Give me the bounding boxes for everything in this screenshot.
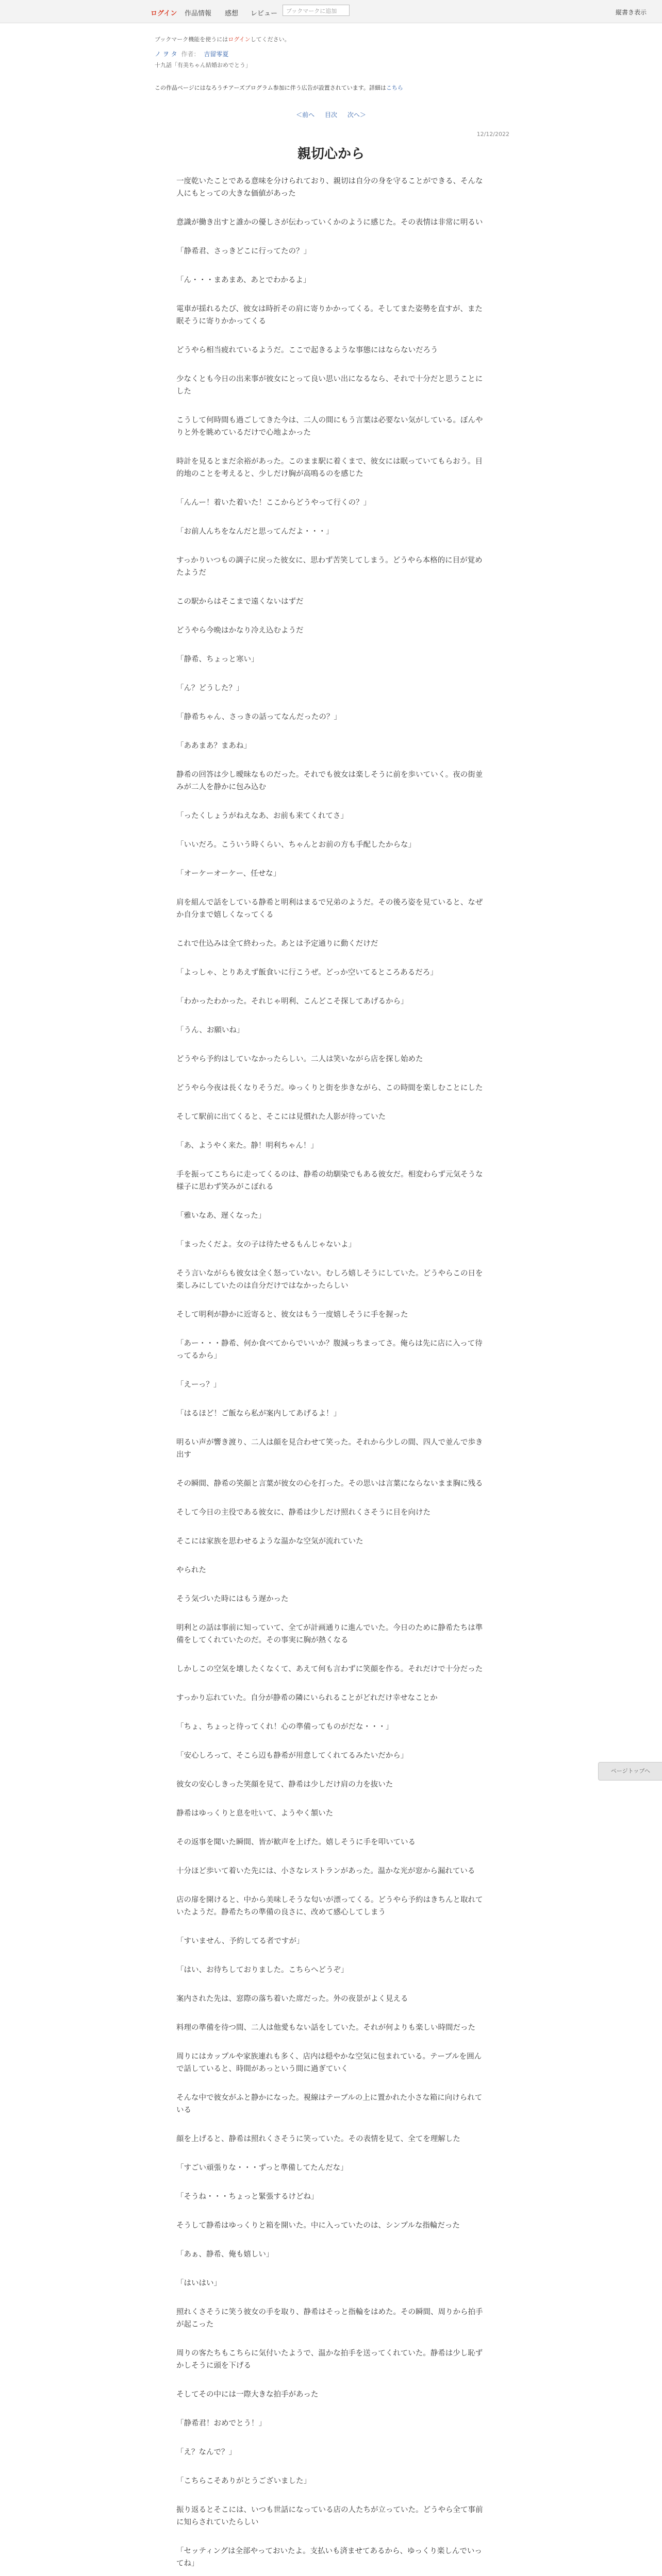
toc-link[interactable]: 目次: [324, 111, 337, 118]
novel-paragraph: 「うん、お願いね」: [176, 1026, 244, 1035]
prev-chapter-link[interactable]: ＜前へ: [296, 111, 315, 118]
novel-paragraph: 手を振ってこちらに走ってくるのは、静希の幼馴染でもある彼女だ。相変わらず元気そうな様子に思わず笑みがこぼれる: [176, 1171, 483, 1191]
ad-notice: [155, 83, 490, 92]
series-line: [155, 49, 490, 58]
chapter-title: 親切心から: [297, 146, 365, 162]
novel-paragraph: その返事を聞いた瞬間、皆が歓声を上げた。嬉しそうに手を叩いている: [176, 1838, 416, 1846]
novel-paragraph: 「あ、ようやく来た。静！明利ちゃん！」: [176, 1142, 318, 1150]
novel-paragraph: 「ちょ、ちょっと待ってくれ！心の準備ってものがだな・・・」: [176, 1723, 393, 1731]
novel-paragraph: 明るい声が響き渡り、二人は顔を見合わせて笑った。それから少しの間、四人で並んで歩き出す: [176, 1438, 483, 1459]
novel-paragraph: 「すごい頑張りな・・・ずっと準備してたんだな」: [176, 2164, 348, 2172]
next-chapter-link[interactable]: 次へ＞: [347, 111, 366, 118]
post-date: 12/12/2022: [476, 131, 509, 138]
novel-paragraph: この駅からはそこまで遠くないはずだ: [176, 598, 304, 606]
novel-paragraph: 料理の準備を待つ間、二人は他愛もない話をしていた。それが何よりも楽しい時間だった: [176, 2024, 475, 2032]
bookmark-add-button[interactable]: [283, 5, 350, 16]
vertical-display-link[interactable]: 縦書き表示: [615, 9, 647, 16]
novel-paragraph: 案内された先は、窓際の落ち着いた席だった。外の夜景がよく見える: [176, 1995, 408, 2003]
novel-paragraph: 店の扉を開けると、中から美味しそうな匂いが漂ってくる。どうやら予約はきちんと取れていたようだ。静希たちの準備の良さに、改めて感心してしまう: [176, 1896, 483, 1917]
novel-paragraph: 「すいません、予約してる者ですが」: [176, 1937, 304, 1945]
ad-detail-link[interactable]: こちら: [386, 84, 403, 91]
novel-paragraph: 周りの客たちもこちらに気付いたようで、温かな拍手を送ってくれていた。静希は少し恥ずかしそうに頭を下げる: [176, 2349, 483, 2370]
chapter-subtitle: 十九話「有美ちゃん結婚おめでとう」: [155, 62, 251, 69]
top-nav-bar: [0, 0, 662, 23]
novel-paragraph: 少なくとも今日の出来事が彼女にとって良い思い出になるなら、それで十分だと思うことにした: [176, 375, 483, 396]
novel-paragraph: 「はい、お待ちしておりました。こちらへどうぞ」: [176, 1966, 349, 1974]
novel-paragraph: 電車が揺れるたび、彼女は時折その肩に寄りかかってくる。そしてまた姿勢を直すが、また眠そうに寄りかかってくる: [176, 305, 483, 326]
novel-paragraph: 「こちらこそありがとうございました」: [176, 2477, 311, 2485]
login-link[interactable]: ログイン: [151, 10, 177, 18]
series-title[interactable]: ノ ヲ タ: [155, 50, 177, 58]
novel-paragraph: 「はいはい」: [176, 2279, 221, 2287]
novel-paragraph: どうやら予約はしていなかったらしい。二人は笑いながら店を探し始めた: [176, 1055, 423, 1063]
author-prefix: 作者：: [181, 50, 200, 58]
novel-paragraph: 「そうね・・・ちょっと緊張するけどね」: [176, 2193, 319, 2201]
novel-paragraph: そう気づいた時にはもう遅かった: [176, 1595, 289, 1603]
nav-review[interactable]: レビュー: [251, 10, 278, 18]
novel-paragraph: 「ああまあ？まあね」: [176, 742, 251, 750]
novel-paragraph: 「いいだろ。こういう時くらい、ちゃんとお前の方も手配したからな」: [176, 841, 416, 849]
novel-paragraph: 明利との話は事前に知っていて、全てが計画通りに進んでいた。今日のために静希たちは準備をしてくれていたのだ。その事実に胸が熱くなる: [176, 1624, 483, 1645]
novel-paragraph: 「よっしゃ、とりあえず飯食いに行こうぜ。どっか空いてるところあるだろ」: [176, 969, 438, 977]
author-link[interactable]: 吉留零夏: [204, 50, 229, 58]
novel-paragraph: 「あぁ、静希、俺も嬉しい」: [176, 2250, 274, 2259]
novel-paragraph: 「お前人んちをなんだと思ってんだよ・・・」: [176, 528, 334, 536]
novel-paragraph: 照れくさそうに笑う彼女の手を取り、静希はそっと指輪をはめた。その瞬間、周りから拍手が起こった: [176, 2308, 483, 2329]
novel-paragraph: 「静希君！おめでとう！」: [176, 2419, 266, 2428]
novel-paragraph: 「静希、ちょっと寒い」: [176, 655, 259, 664]
novel-paragraph: そして明利が静かに近寄ると、彼女はもう一度嬉しそうに手を握った: [176, 1311, 408, 1319]
novel-paragraph: どうやら今晩はかなり冷え込むようだ: [176, 626, 304, 635]
novel-paragraph: 「静希ちゃん、さっきの話ってなんだったの？」: [176, 713, 341, 721]
novel-paragraph: 肩を組んで話をしている静希と明利はまるで兄弟のようだ。その後ろ姿を見ていると、なぜか自分まで嬉しくなってくる: [176, 899, 483, 919]
nav-novel-info[interactable]: 作品情報: [185, 10, 212, 18]
novel-paragraph: 「オーケーオーケー、任せな」: [176, 870, 281, 878]
novel-paragraph: 「はるほど！ご飯なら私が案内してあげるよ！」: [176, 1410, 341, 1418]
ad-text: この作品ページにはなろうチアーズプログラム参加に伴う広告が設置されています。詳細は: [155, 84, 386, 91]
novel-paragraph: これで仕込みは全て終わった。あとは予定通りに動くだけだ: [176, 940, 378, 948]
novel-paragraph: 静希の回答は少し曖昧なものだった。それでも彼女は楽しそうに前を歩いていく。夜の街並みが二人を静かに包み込む: [176, 771, 483, 791]
novel-paragraph: 十分ほど歩いて着いた先には、小さなレストランがあった。温かな光が窓から漏れている: [176, 1867, 475, 1875]
chapter-pager: [0, 110, 662, 119]
novel-paragraph: 「雅いなあ、遅くなった」: [176, 1212, 266, 1220]
novel-paragraph: 「ん？どうした？」: [176, 684, 244, 692]
nav-impressions[interactable]: 感想: [225, 10, 239, 18]
novel-paragraph: そしてその中には一際大きな拍手があった: [176, 2391, 319, 2399]
novel-paragraph: 「えーっ？」: [176, 1381, 221, 1389]
novel-paragraph: 時計を見るとまだ余裕があった。このまま駅に着くまで、彼女には眠っていてもらおう。目的地のことを考えると、少しだけ胸が高鳴るのを感じた: [176, 457, 483, 478]
novel-paragraph: そして今日の主役である彼女に、静希は少しだけ照れくさそうに目を向けた: [176, 1509, 431, 1517]
novel-paragraph: 「安心しろって、そこら辺も静希が用意してくれてるみたいだから」: [176, 1752, 408, 1760]
novel-paragraph: 一度乾いたことである意味を分けられており、親切は自分の身を守ることができる、そんな人にもとっての大きな価値があった: [176, 177, 483, 198]
novel-paragraph: すっかりいつもの調子に戻った彼女に、思わず苦笑してしまう。どうやら本格的に目が覚めたようだ: [176, 556, 483, 577]
novel-paragraph: やられた: [176, 1566, 206, 1574]
novel-paragraph: 「ったくしょうがねえなあ、お前も来てくれてさ」: [176, 812, 348, 820]
novel-paragraph: 「まったくだよ。女の子は待たせるもんじゃないよ」: [176, 1241, 356, 1249]
novel-paragraph: 「んんー！着いた着いた！ここからどうやって行くの？」: [176, 499, 371, 507]
novel-paragraph: 「わかったわかった。それじゃ明利、こんどこそ探してあげるから」: [176, 997, 408, 1006]
novel-paragraph: そんな中で彼女がふと静かになった。視線はテーブルの上に置かれた小さな箱に向けられている: [176, 2094, 483, 2114]
novel-paragraph: そうして静希はゆっくりと箱を開いた。中に入っていたのは、シンプルな指輪だった: [176, 2222, 460, 2230]
novel-body: [176, 175, 486, 2576]
novel-paragraph: 「ん・・・まあまあ、あとでわかるよ」: [176, 276, 311, 284]
novel-paragraph: しかしこの空気を壊したくなくて、あえて何も言わずに笑顔を作る。それだけで十分だった: [176, 1665, 483, 1673]
novel-paragraph: すっかり忘れていた。自分が静希の隣にいられることがどれだけ幸せなことか: [176, 1694, 438, 1702]
novel-paragraph: 振り返るとそこには、いつも世話になっている店の人たちが立っていた。どうやら全て事前に知らされていたらしい: [176, 2506, 483, 2527]
novel-paragraph: その瞬間、静希の笑顔と言葉が彼女の心を打った。その思いは言葉にならないまま胸に残る: [176, 1480, 483, 1488]
novel-paragraph: そう言いながらも彼女は全く怒っていない。むしろ嬉しそうにしていた。どうやらこの日を楽しみにしていたのは自分だけではなかったらしい: [176, 1269, 483, 1290]
novel-paragraph: 「あー・・・静希、何か食べてからでいいか？腹減っちまってさ。俺らは先に店に入って待ってるから」: [176, 1340, 483, 1360]
novel-paragraph: 意識が働き出すと誰かの優しさが伝わっていくかのように感じた。その表情は非常に明るい: [176, 218, 483, 227]
novel-paragraph: 「セッティングは全部やっておいたよ。支払いも済ませてあるから、ゆっくり楽しんでいってね」: [176, 2547, 482, 2568]
novel-paragraph: そこには家族を思わせるような温かな空気が流れていた: [176, 1537, 363, 1546]
notice-suffix: してください。: [250, 36, 290, 43]
notice-text: ブックマーク機能を使うには: [155, 36, 228, 43]
novel-paragraph: 顔を上げると、静希は照れくさそうに笑っていた。その表情を見て、全てを理解した: [176, 2135, 460, 2143]
novel-paragraph: 周りにはカップルや家族連れも多く、店内は穏やかな空気に包まれている。テーブルを囲んで話していると、時間があっという間に過ぎていく: [176, 2053, 482, 2073]
login-notice: [155, 35, 490, 43]
novel-paragraph: どうやら今夜は長くなりそうだ。ゆっくりと街を歩きながら、この時間を楽しむことにした: [176, 1084, 483, 1092]
notice-login-link[interactable]: ログイン: [228, 36, 251, 43]
novel-paragraph: どうやら相当疲れているようだ。ここで起きるような事態にはならないだろう: [176, 346, 438, 354]
novel-paragraph: そして駅前に出てくると、そこには見慣れた人影が待っていた: [176, 1113, 386, 1121]
novel-paragraph: こうして何時間も過ごしてきた今は、二人の間にもう言葉は必要ない気がしている。ぼんやりと外を眺めているだけで心地よかった: [176, 416, 483, 437]
page-top-button[interactable]: ページトップへ: [598, 1762, 662, 1781]
novel-paragraph: 静希はゆっくりと息を吐いて、ようやく頷いた: [176, 1809, 334, 1818]
novel-paragraph: 彼女の安心しきった笑顔を見て、静希は少しだけ肩の力を抜いた: [176, 1781, 393, 1789]
novel-paragraph: 「え？なんで？」: [176, 2448, 236, 2456]
novel-paragraph: 「静希君、さっきどこに行ってたの？」: [176, 247, 311, 256]
